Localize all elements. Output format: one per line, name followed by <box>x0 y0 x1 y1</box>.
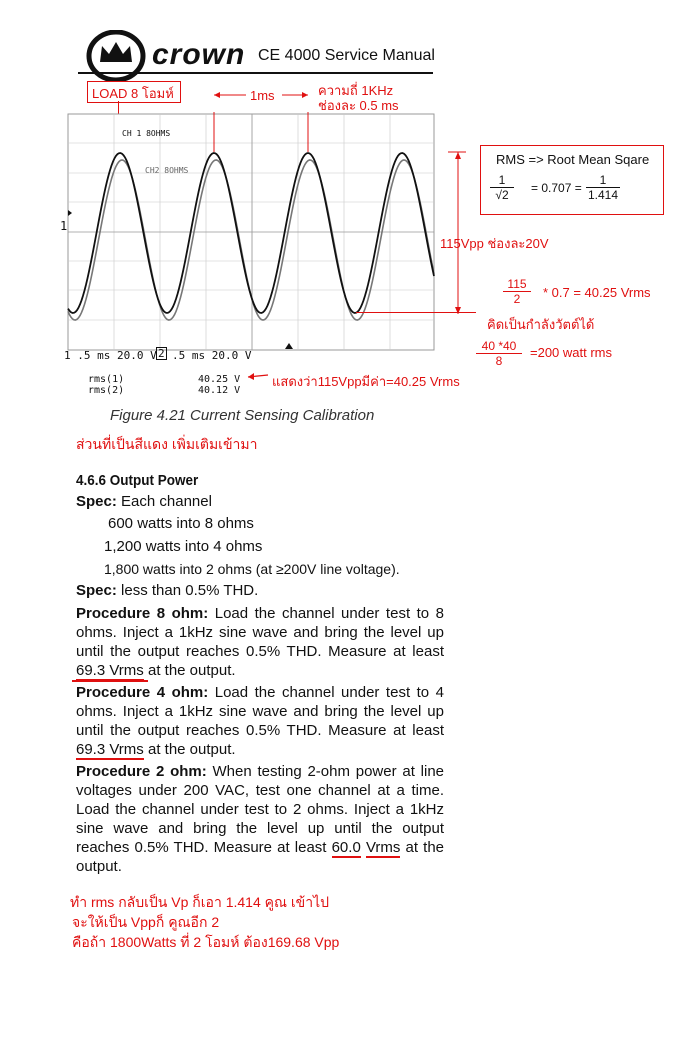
vpp-bottom-line <box>356 312 476 313</box>
manual-title: CE 4000 Service Manual <box>258 47 435 64</box>
status-left: 1 .5 ms 20.0 V <box>64 349 157 362</box>
rms-title: RMS => Root Mean Sqare <box>496 152 650 167</box>
status-right: .5 ms 20.0 V <box>172 349 252 362</box>
procedure-4-ohm: Procedure 4 ohm: Load the channel under test to 4 ohms. Inject a 1kHz sine wave and bring the level up until the output reaches 0.5% THD. Measure at least 69.3 Vrms at the output. <box>76 684 444 758</box>
crown-logo-icon <box>86 30 146 82</box>
calc-fraction: $\frac{115}{2}$ <box>503 277 531 306</box>
ch1-label: CH 1 8OHMS <box>122 129 171 138</box>
spec-line1: 600 watts into 8 ohms <box>108 515 254 532</box>
rms-arrow-note: แสดงว่า115Vppมีค่า=40.25 Vrms <box>272 374 460 389</box>
rms1-label: rms(1) <box>88 374 125 385</box>
trigger-pointer-icon <box>284 342 294 350</box>
bottom-note-2: จะให้เป็น Vppก็ คูณอีก 2 <box>72 914 220 930</box>
bottom-note-1: ทำ rms กลับเป็น Vp ก็เอา 1.414 คูณ เข้าไป <box>70 894 330 910</box>
spec-line2: 1,200 watts into 4 ohms <box>104 538 263 555</box>
one-ms-label: 1ms <box>250 88 275 103</box>
ch2-label: CH2 8OHMS <box>145 166 189 175</box>
status-ch2-marker: 2 <box>158 347 165 360</box>
bottom-note-3: คือถ้า 1800Watts ที่ 2 โอมห์ ต้อง169.68 Vpp <box>72 934 340 950</box>
rms-eq1: = 0.707 = <box>531 181 582 195</box>
procedure-8-underline <box>72 680 148 682</box>
vpp-label: 115Vpp ช่องละ20V <box>440 236 549 251</box>
section-heading: 4.6.6 Output Power <box>76 472 199 489</box>
added-note: ส่วนที่เป็นสีแดง เพิ่มเติมเข้ามา <box>76 436 258 452</box>
rms-arrow-icon <box>246 371 270 383</box>
power-result: =200 watt rms <box>530 345 613 360</box>
rms2-value: 40.12 V <box>198 385 241 396</box>
rms-fraction-1: $\frac{1}{√2}$ <box>490 173 514 202</box>
procedure-8-ohm: Procedure 8 ohm: Load the channel under test to 8 ohms. Inject a 1kHz sine wave and bring the level up until the output reaches 0.5% THD. Measure at least 69.3 Vrms at the output. <box>76 605 444 679</box>
spec2: Spec: less than 0.5% THD. <box>76 582 259 599</box>
procedure-2-ohm: Procedure 2 ohm: When testing 2-ohm power at line voltages under 200 VAC, test one channel at a time. Load the channel under test to 2 ohms. Inject a 1kHz sine wave and bring the level up until the output reaches 0.5% THD. Measure at least 60.0 Vrms at the output. <box>76 763 445 875</box>
one-ms-arrow-icon <box>212 84 312 108</box>
oscilloscope-screen <box>66 112 438 356</box>
load-label: LOAD 8 โอมห์ <box>92 86 174 101</box>
calc-rest: * 0.7 = 40.25 Vrms <box>543 285 651 300</box>
spec1: Spec: Each channel <box>76 493 212 510</box>
freq-line1: ความถี่ 1KHz <box>318 83 394 98</box>
rms1-value: 40.25 V <box>198 374 241 385</box>
header-rule <box>78 72 433 74</box>
scope-marker-1: 1 <box>60 219 68 233</box>
brand-wordmark: crown <box>152 38 246 71</box>
power-fraction: $\frac{40 *40}{8}$ <box>476 339 522 368</box>
freq-line2: ช่องละ 0.5 ms <box>318 98 399 113</box>
power-note: คิดเป็นกำลังวัตต์ได้ <box>487 317 595 332</box>
spec-line3: 1,800 watts into 2 ohms (at ≥200V line voltage). <box>104 561 400 577</box>
figure-caption: Figure 4.21 Current Sensing Calibration <box>110 407 375 424</box>
rms2-label: rms(2) <box>88 385 125 396</box>
rms-fraction-2: $\frac{1}{1.414}$ <box>587 173 619 202</box>
